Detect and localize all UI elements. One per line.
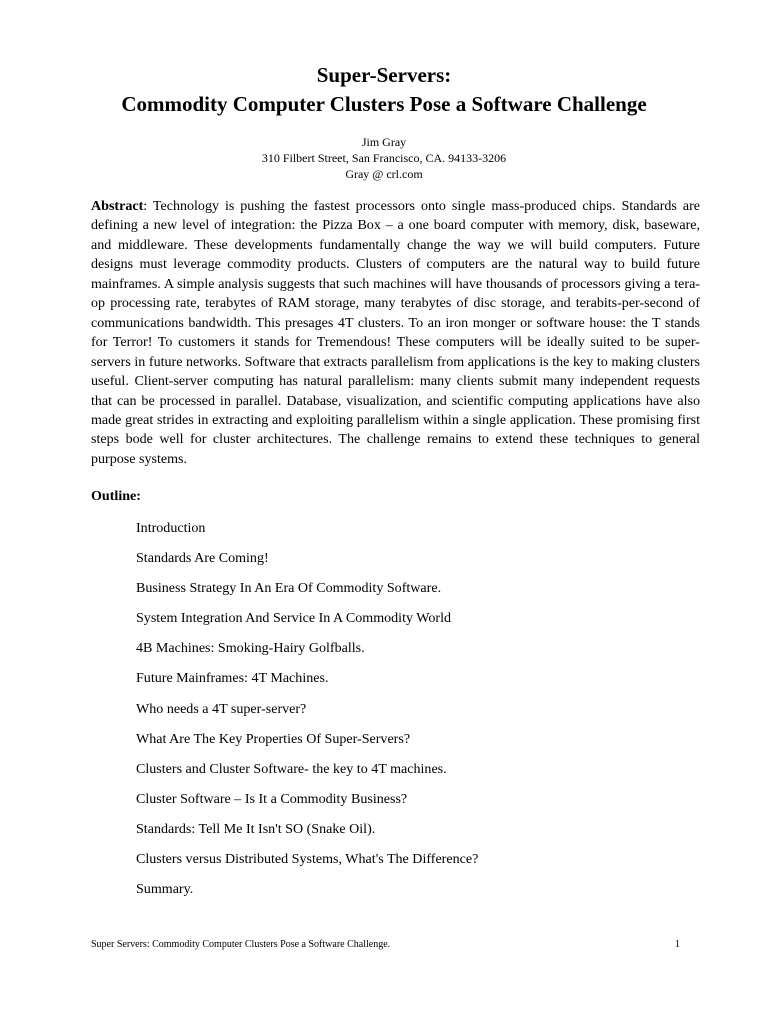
outline-item: Who needs a 4T super-server? — [136, 700, 307, 717]
outline-item: Business Strategy In An Era Of Commodity Software. — [136, 580, 442, 597]
abstract-text: : Technology is pushing the fastest processors onto single mass-produced chips. Standards are defining a new level of integration: the Pizza Box – a one board computer with memory, disk, baseware, and middleware. These developments fundamentally change the way we will build computers. Future designs must leverage commodity products. Clusters of computers are the natural way to build future mainframes. A simple analysis suggests that such machines will have thousands of processors giving a tera-op processing rate, terabytes of RAM storage, many terabytes of disc storage, and terabits-per-second of communications bandwidth. This presages 4T clusters. To an iron monger or software house: the T stands for Terror! To customers it stands for Tremendous! These computers will be ideally suited to be super-servers in future networks. Software that extracts parallelism from applications is the key to making clusters useful. Client-server computing has natural parallelism: many clients submit many independent requests that can be processed in parallel. Database, visualization, and scientific computing applications have also made great strides in extracting and exploiting parallelism within a single application. These promising first steps bode well for cluster architectures. The challenge remains to extend these techniques to general purpose systems. — [91, 198, 700, 467]
outline-item: Clusters and Cluster Software- the key to 4T machines. — [136, 760, 447, 777]
footer-page-number: 1 — [675, 939, 680, 950]
outline-item: System Integration And Service In A Commodity World — [136, 610, 452, 627]
abstract-label: Abstract — [91, 198, 144, 214]
outline-item: Summary. — [136, 881, 194, 898]
outline-list — [136, 519, 478, 910]
outline-heading: Outline: — [91, 488, 141, 504]
outline-item: What Are The Key Properties Of Super-Servers? — [136, 730, 411, 747]
outline-item: Future Mainframes: 4T Machines. — [136, 670, 329, 687]
outline-item: Standards: Tell Me It Isn't SO (Snake Oil). — [136, 820, 376, 837]
author-address: 310 Filbert Street, San Francisco, CA. 94133-3206 — [261, 151, 507, 165]
outline-item: Introduction — [136, 520, 206, 536]
author-block — [0, 134, 768, 182]
author-name: Jim Gray — [361, 135, 407, 149]
footer-running-title: Super Servers: Commodity Computer Clusters Pose a Software Challenge. — [91, 939, 391, 950]
outline-item: Clusters versus Distributed Systems, What's The Difference? — [136, 851, 479, 868]
paper-title-line-1: Super-Servers: — [316, 63, 452, 87]
abstract-paragraph — [91, 197, 700, 469]
paper-title-line-2: Commodity Computer Clusters Pose a Software Challenge — [121, 92, 647, 116]
outline-item: 4B Machines: Smoking-Hairy Golfballs. — [136, 640, 365, 657]
outline-item: Cluster Software – Is It a Commodity Business? — [136, 790, 408, 807]
outline-item: Standards Are Coming! — [136, 550, 269, 567]
author-email: Gray @ crl.com — [345, 167, 423, 181]
